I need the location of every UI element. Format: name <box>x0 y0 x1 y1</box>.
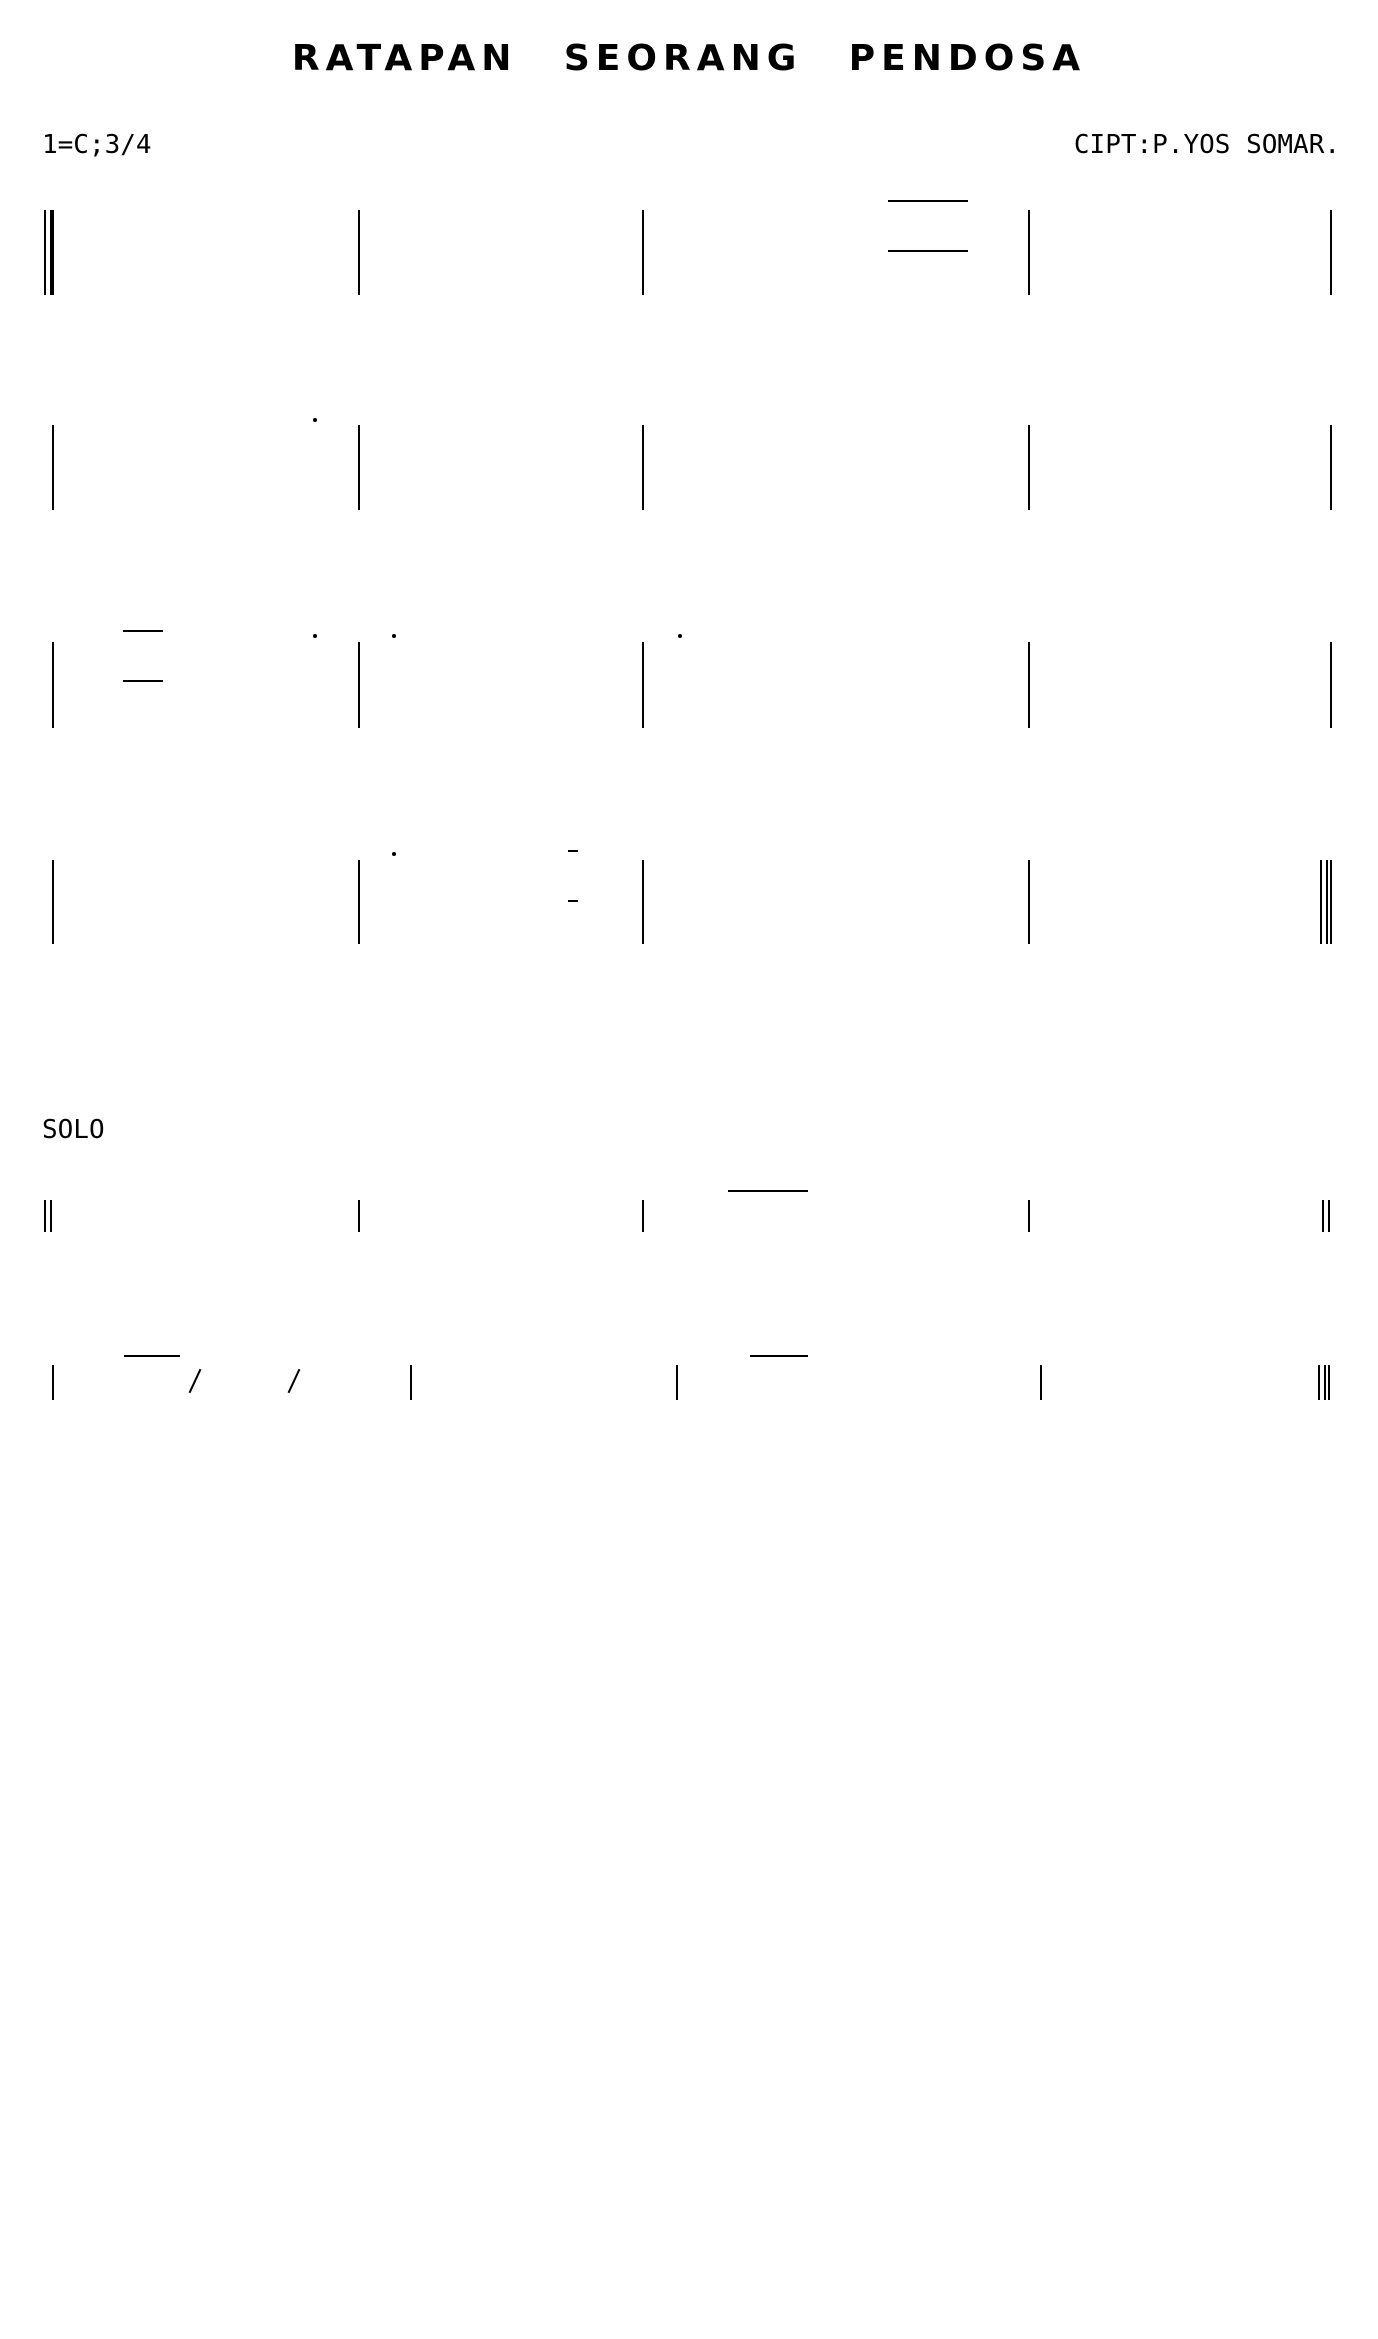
bar-line <box>642 210 644 295</box>
repeat-end <box>1320 860 1322 944</box>
bar-line <box>1028 210 1030 295</box>
beam-line <box>568 850 578 852</box>
sharp-slash <box>288 1369 301 1393</box>
bar-line <box>52 425 54 510</box>
beam-line <box>728 1190 808 1192</box>
repeat-start <box>50 1200 52 1232</box>
bar-line <box>358 425 360 510</box>
bar-line <box>358 642 360 728</box>
repeat-start <box>50 210 52 295</box>
bar-line <box>52 642 54 728</box>
bar-line <box>642 425 644 510</box>
repeat-end <box>1322 1200 1324 1232</box>
bar-line <box>1330 425 1332 510</box>
bar-line <box>1028 642 1030 728</box>
bar-line <box>358 860 360 944</box>
bar-line <box>642 1200 644 1232</box>
repeat-end <box>1328 1200 1330 1232</box>
beam-line <box>124 1355 180 1357</box>
repeat-start <box>44 210 46 295</box>
solo-label: SOLO <box>42 1115 105 1145</box>
octave-dot <box>392 634 396 638</box>
beam-line <box>888 200 968 202</box>
beam-line <box>750 1355 808 1357</box>
composer-credit: CIPT:P.YOS SOMAR. <box>1073 130 1340 160</box>
bar-line <box>1330 860 1332 944</box>
sharp-slash <box>189 1369 202 1393</box>
beam-line <box>568 900 578 902</box>
beam-line <box>123 630 163 632</box>
bar-line <box>52 860 54 944</box>
bar-line <box>1040 1365 1042 1400</box>
bar-line <box>1028 425 1030 510</box>
beam-line <box>888 250 968 252</box>
bar-line <box>52 1365 54 1400</box>
repeat-end <box>1318 1365 1320 1400</box>
bar-line <box>1330 210 1332 295</box>
beam-line <box>123 680 163 682</box>
bar-line <box>1328 1365 1330 1400</box>
bar-line <box>642 642 644 728</box>
repeat-start <box>44 1200 46 1232</box>
bar-line <box>52 210 54 295</box>
bar-line <box>410 1365 412 1400</box>
repeat-end <box>1326 860 1328 944</box>
bar-line <box>642 860 644 944</box>
octave-dot <box>392 852 396 856</box>
bar-line <box>1330 642 1332 728</box>
bar-line <box>1028 1200 1030 1232</box>
song-title: RATAPAN SEORANG PENDOSA <box>291 38 1087 79</box>
bar-line <box>358 1200 360 1232</box>
repeat-end <box>1324 1365 1326 1400</box>
bar-line <box>1028 860 1030 944</box>
octave-dot <box>678 634 682 638</box>
octave-dot <box>313 418 317 422</box>
key-signature: 1=C;3/4 <box>42 130 152 160</box>
octave-dot <box>313 634 317 638</box>
bar-line <box>676 1365 678 1400</box>
bar-line <box>358 210 360 295</box>
